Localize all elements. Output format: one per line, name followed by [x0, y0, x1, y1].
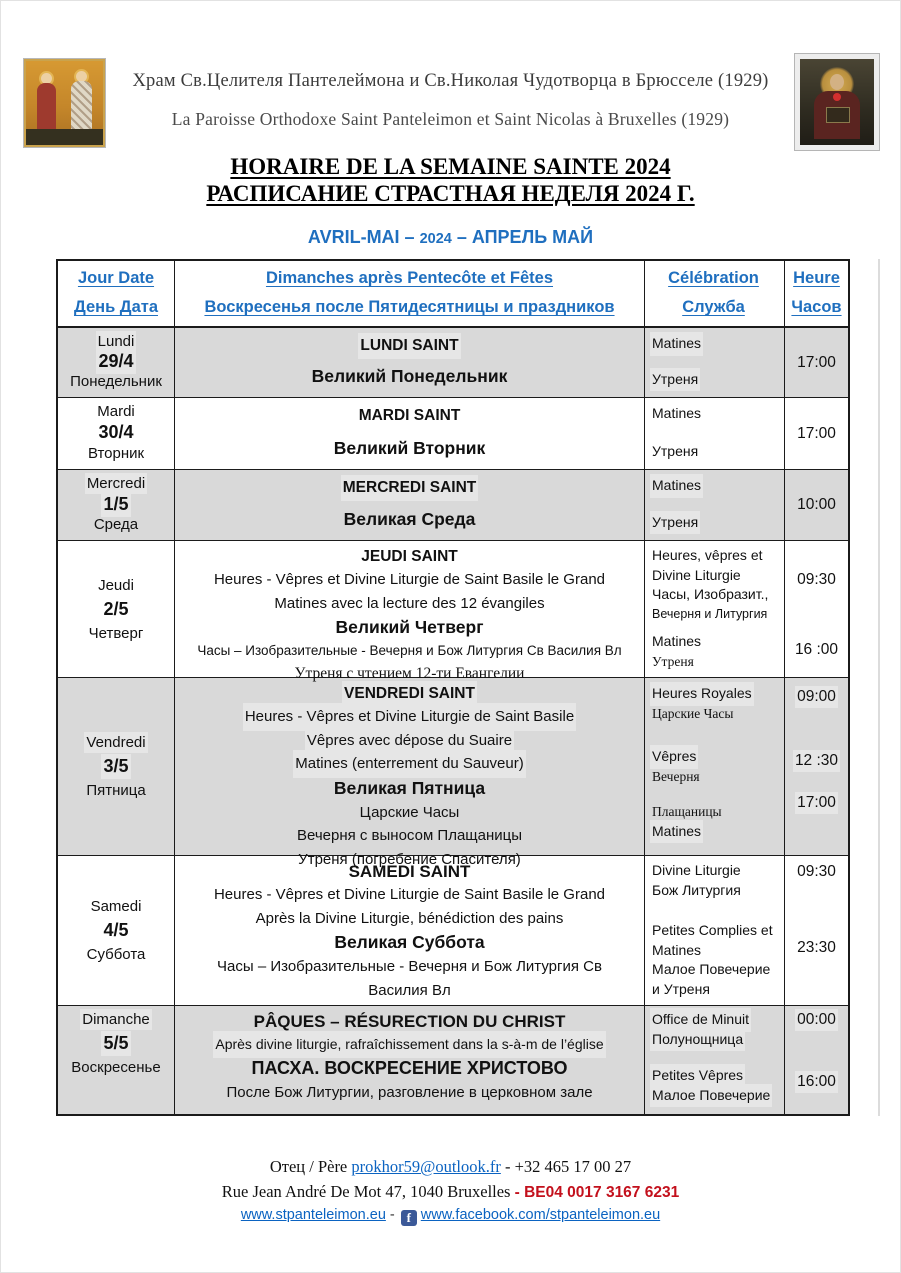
event-title-fr: MARDI SAINT [358, 407, 461, 424]
email-link[interactable]: prokhor59@outlook.fr [351, 1157, 501, 1176]
footer-priest-label: Отец / Père [269, 1157, 352, 1176]
header-day-fr: Jour Date [77, 269, 155, 287]
icon-panel [800, 59, 874, 145]
footer-address: Rue Jean André De Mot 47, 1040 Bruxelles [221, 1182, 515, 1201]
cell-event [175, 541, 645, 682]
event-title-fr: JEUDI SAINT [361, 548, 458, 565]
day-name-ru: Воскресенье [71, 1059, 161, 1076]
event-title-fr: PÂQUES – RÉSURECTION DU CHRIST [253, 1012, 566, 1031]
day-name-ru: Пятница [86, 782, 146, 799]
time-value: 23:30 [797, 939, 836, 956]
day-date: 29/4 [98, 351, 134, 371]
celebration-line: Бож Литургия [652, 881, 741, 898]
header-event-ru: Воскресенья после Пятидесятницы и праздников [204, 298, 615, 316]
celebration-line: Малое Повечерие [652, 1086, 770, 1106]
time-value: 16:00 [797, 1073, 836, 1090]
header-cell-time [785, 261, 848, 326]
event-title-fr: SAMEDI SAINT [348, 862, 471, 881]
table-header-row [58, 261, 848, 328]
header-celebration-fr: Célébration [668, 269, 759, 287]
icon-book [826, 107, 850, 123]
day-name-ru: Вторник [87, 445, 145, 462]
page-title-french: HORAIRE DE LA SEMAINE SAINTE 2024 [230, 154, 671, 179]
day-name-ru: Четверг [88, 624, 144, 642]
cell-time [785, 398, 848, 469]
time-value: 09:30 [797, 863, 836, 880]
event-line: Vêpres avec dépose du Suaire [307, 729, 512, 753]
table-row-lundi [58, 328, 848, 398]
cell-event [175, 398, 645, 469]
footer-links-line [1, 1207, 900, 1226]
celebration-line: Утреня [652, 442, 699, 459]
event-line: Matines avec la lecture des 12 évangiles [274, 594, 545, 612]
celebration-line: Плащаницы [652, 804, 722, 819]
header-cell-day [58, 261, 175, 326]
subtitle-prefix: AVRIL-MAI – [307, 227, 420, 247]
celebration-line: Matines [652, 405, 702, 421]
cell-celebration [645, 678, 785, 855]
footer-separator: - [385, 1207, 399, 1223]
footer-phone: - +32 465 17 00 27 [500, 1157, 632, 1176]
cell-event [175, 678, 645, 868]
cell-day [58, 856, 175, 1005]
table-row-vendredi [58, 678, 848, 868]
page-title [1, 153, 900, 207]
celebration-line: Heures Royales [652, 684, 752, 704]
celebration-line: Vêpres [652, 747, 696, 767]
event-line: Вечерня с выносом Плащаницы [296, 827, 523, 844]
event-line: Après divine liturgie, rafraîchissement dans la s-à-m de l’église [215, 1033, 603, 1056]
event-line: Утреня с чтением 12-ти Евангелии [294, 665, 525, 682]
time-value: 16 :00 [794, 641, 839, 658]
time-value: 17:00 [797, 794, 836, 811]
event-title-ru: Великая Суббота [334, 932, 485, 952]
celebration-line: Царские Часы [652, 705, 734, 721]
celebration-line: Часы, Изобразит., [652, 586, 769, 602]
celebration-group [652, 1066, 770, 1105]
day-date: 4/5 [103, 920, 129, 940]
cell-day [58, 678, 175, 855]
celebration-line: Divine Liturgie [652, 862, 741, 878]
time-value: 00:00 [797, 1011, 836, 1028]
day-date: 2/5 [103, 598, 129, 619]
celebration-line: Matines [652, 822, 701, 842]
celebration-line: Малое Повечерие [652, 961, 771, 977]
footer-iban: - BE04 0017 3167 6231 [514, 1184, 680, 1201]
cell-celebration [645, 328, 785, 397]
footer-address-line [1, 1182, 900, 1202]
cell-celebration [645, 470, 785, 540]
table-row-dimanche [58, 1006, 848, 1114]
event-title-ru: Великий Четверг [335, 617, 484, 637]
celebration-line: Divine Liturgie [652, 566, 741, 583]
event-line: Утреня (погребение Спасителя) [298, 850, 521, 868]
celebration-line: Полунощница [652, 1030, 743, 1050]
time-value: 17:00 [797, 353, 836, 371]
day-date: 5/5 [103, 1033, 129, 1053]
event-line: После Бож Литургии, разговление в церковном зале [226, 1084, 593, 1101]
event-title-ru: Великая Пятница [333, 777, 486, 798]
schedule-table [56, 259, 850, 1116]
cell-event [175, 470, 645, 540]
cell-day [58, 541, 175, 677]
celebration-line: Petites Complies et [652, 922, 773, 938]
subtitle-year: 2024 [419, 231, 452, 247]
cell-day [58, 398, 175, 469]
saint-face [830, 74, 844, 90]
event-title-fr: LUNDI SAINT [360, 335, 458, 357]
celebration-group [652, 921, 773, 999]
church-icon-left [23, 58, 106, 148]
event-title-fr: MERCREDI SAINT [343, 477, 476, 499]
time-value: 12 :30 [794, 752, 839, 769]
day-name-ru: Суббота [86, 946, 146, 963]
celebration-line: Утреня [652, 513, 698, 533]
subtitle-suffix: – АПРЕЛЬ МАЙ [451, 227, 594, 247]
day-date: 3/5 [103, 756, 129, 776]
celebration-line: Matines [652, 633, 702, 649]
cell-day [58, 470, 175, 540]
celebration-line: Утреня [652, 653, 694, 669]
celebration-line: Утреня [652, 370, 698, 390]
cell-time [785, 1006, 848, 1114]
cell-time [785, 856, 848, 1005]
celebration-group [652, 802, 722, 841]
day-name-fr: Samedi [90, 898, 142, 915]
event-line: Царские Часы [359, 803, 460, 821]
time-value: 09:30 [797, 571, 836, 588]
celebration-group [652, 684, 752, 723]
month-subtitle [1, 227, 900, 248]
event-line: Heures - Vêpres et Divine Liturgie de Saint Basile le Grand [213, 886, 606, 903]
cell-time [785, 328, 848, 397]
event-line: Heures - Vêpres et Divine Liturgie de Saint Basile [245, 705, 574, 729]
celebration-group [652, 747, 700, 786]
day-date: 30/4 [98, 422, 134, 442]
celebration-line: Petites Vêpres [652, 1066, 743, 1086]
church-icon-right [794, 53, 880, 151]
table-row-mardi [58, 398, 848, 470]
celebration-line: Office de Minuit [652, 1010, 749, 1030]
celebration-group [652, 861, 741, 900]
celebration-line: Heures, vêpres et [652, 547, 763, 563]
celebration-group [652, 546, 768, 624]
time-value: 10:00 [797, 496, 836, 513]
header-cell-event [175, 261, 645, 326]
page-title-russian: РАСПИСАНИЕ СТРАСТНАЯ НЕДЕЛЯ 2024 Г. [206, 181, 695, 206]
website-link[interactable]: www.stpanteleimon.eu [240, 1207, 386, 1223]
facebook-icon: f [401, 1210, 417, 1226]
facebook-link[interactable]: www.facebook.com/stpanteleimon.eu [420, 1207, 661, 1223]
header-day-ru: День Дата [73, 298, 158, 316]
celebration-group [652, 1010, 749, 1049]
table-row-jeudi [58, 541, 848, 682]
event-title-ru: Великая Среда [343, 509, 476, 529]
page-edge-line [878, 259, 880, 1116]
cell-time [785, 470, 848, 540]
cell-day [58, 328, 175, 397]
header-celebration-ru: Служба [682, 298, 745, 316]
celebration-line: Matines [652, 941, 702, 958]
day-name-fr: Jeudi [98, 576, 134, 594]
event-title-ru: ПАСХА. ВОСКРЕСЕНИЕ ХРИСТОВО [251, 1058, 568, 1078]
cell-time [785, 678, 848, 855]
celebration-group [652, 632, 701, 671]
parish-name-french: La Paroisse Orthodoxe Saint Panteleimon et Saint Nicolas à Bruxelles (1929) [171, 109, 730, 129]
header-event-fr: Dimanches après Pentecôte et Fêtes [265, 269, 554, 287]
day-name-fr: Dimanche [82, 1011, 150, 1028]
cell-event [175, 1006, 645, 1114]
event-line: Après la Divine Liturgie, bénédiction des pains [255, 909, 564, 927]
celebration-line: Вечерня [652, 768, 700, 784]
day-name-fr: Mercredi [86, 475, 146, 492]
header-time-ru: Часов [791, 298, 842, 316]
table-row-samedi [58, 856, 848, 1006]
day-name-fr: Vendredi [86, 734, 146, 751]
cell-celebration [645, 398, 785, 469]
icon-ground [26, 129, 103, 145]
header-cell-celebration [645, 261, 785, 326]
event-line: Matines (enterrement du Sauveur) [295, 752, 523, 776]
footer-contact-line [1, 1157, 900, 1177]
time-value: 09:00 [797, 688, 836, 705]
saint-nicolas-figure [71, 81, 92, 136]
cell-day [58, 1006, 175, 1114]
event-title-ru: Великий Вторник [333, 438, 486, 458]
cell-event [175, 328, 645, 397]
celebration-line: Вечерня и Литургия [652, 606, 768, 621]
saint-panteleimon-figure [37, 83, 56, 135]
header-time-fr: Heure [793, 269, 840, 287]
celebration-line: Matines [652, 476, 701, 496]
day-name-fr: Lundi [97, 333, 135, 350]
table-row-mercredi [58, 470, 848, 541]
cell-celebration [645, 856, 785, 1005]
celebration-line: и Утреня [652, 980, 710, 997]
cell-event [175, 856, 645, 1005]
cell-time [785, 541, 848, 677]
day-name-ru: Среда [93, 516, 139, 533]
time-value: 17:00 [797, 424, 836, 442]
event-line: Heures - Vêpres et Divine Liturgie de Saint Basile le Grand [213, 571, 606, 588]
day-name-ru: Понедельник [70, 373, 162, 390]
parish-name-russian: Храм Св.Целителя Пантелеймона и Св.Николая Чудотворца в Брюсселе (1929) [132, 71, 769, 91]
event-title-ru: Великий Понедельник [311, 366, 508, 386]
day-date: 1/5 [103, 493, 129, 514]
celebration-line: Matines [652, 334, 701, 354]
event-line: Часы – Изобразительные - Вечерня и Бож Литургия Св Василия Вл [217, 958, 602, 999]
event-line: Часы – Изобразительные - Вечерня и Бож Литургия Св Василия Вл [197, 643, 622, 658]
cell-celebration [645, 541, 785, 677]
event-title-fr: VENDREDI SAINT [344, 683, 475, 705]
cell-celebration [645, 1006, 785, 1114]
red-flower-detail [833, 93, 841, 101]
day-name-fr: Mardi [97, 403, 135, 420]
